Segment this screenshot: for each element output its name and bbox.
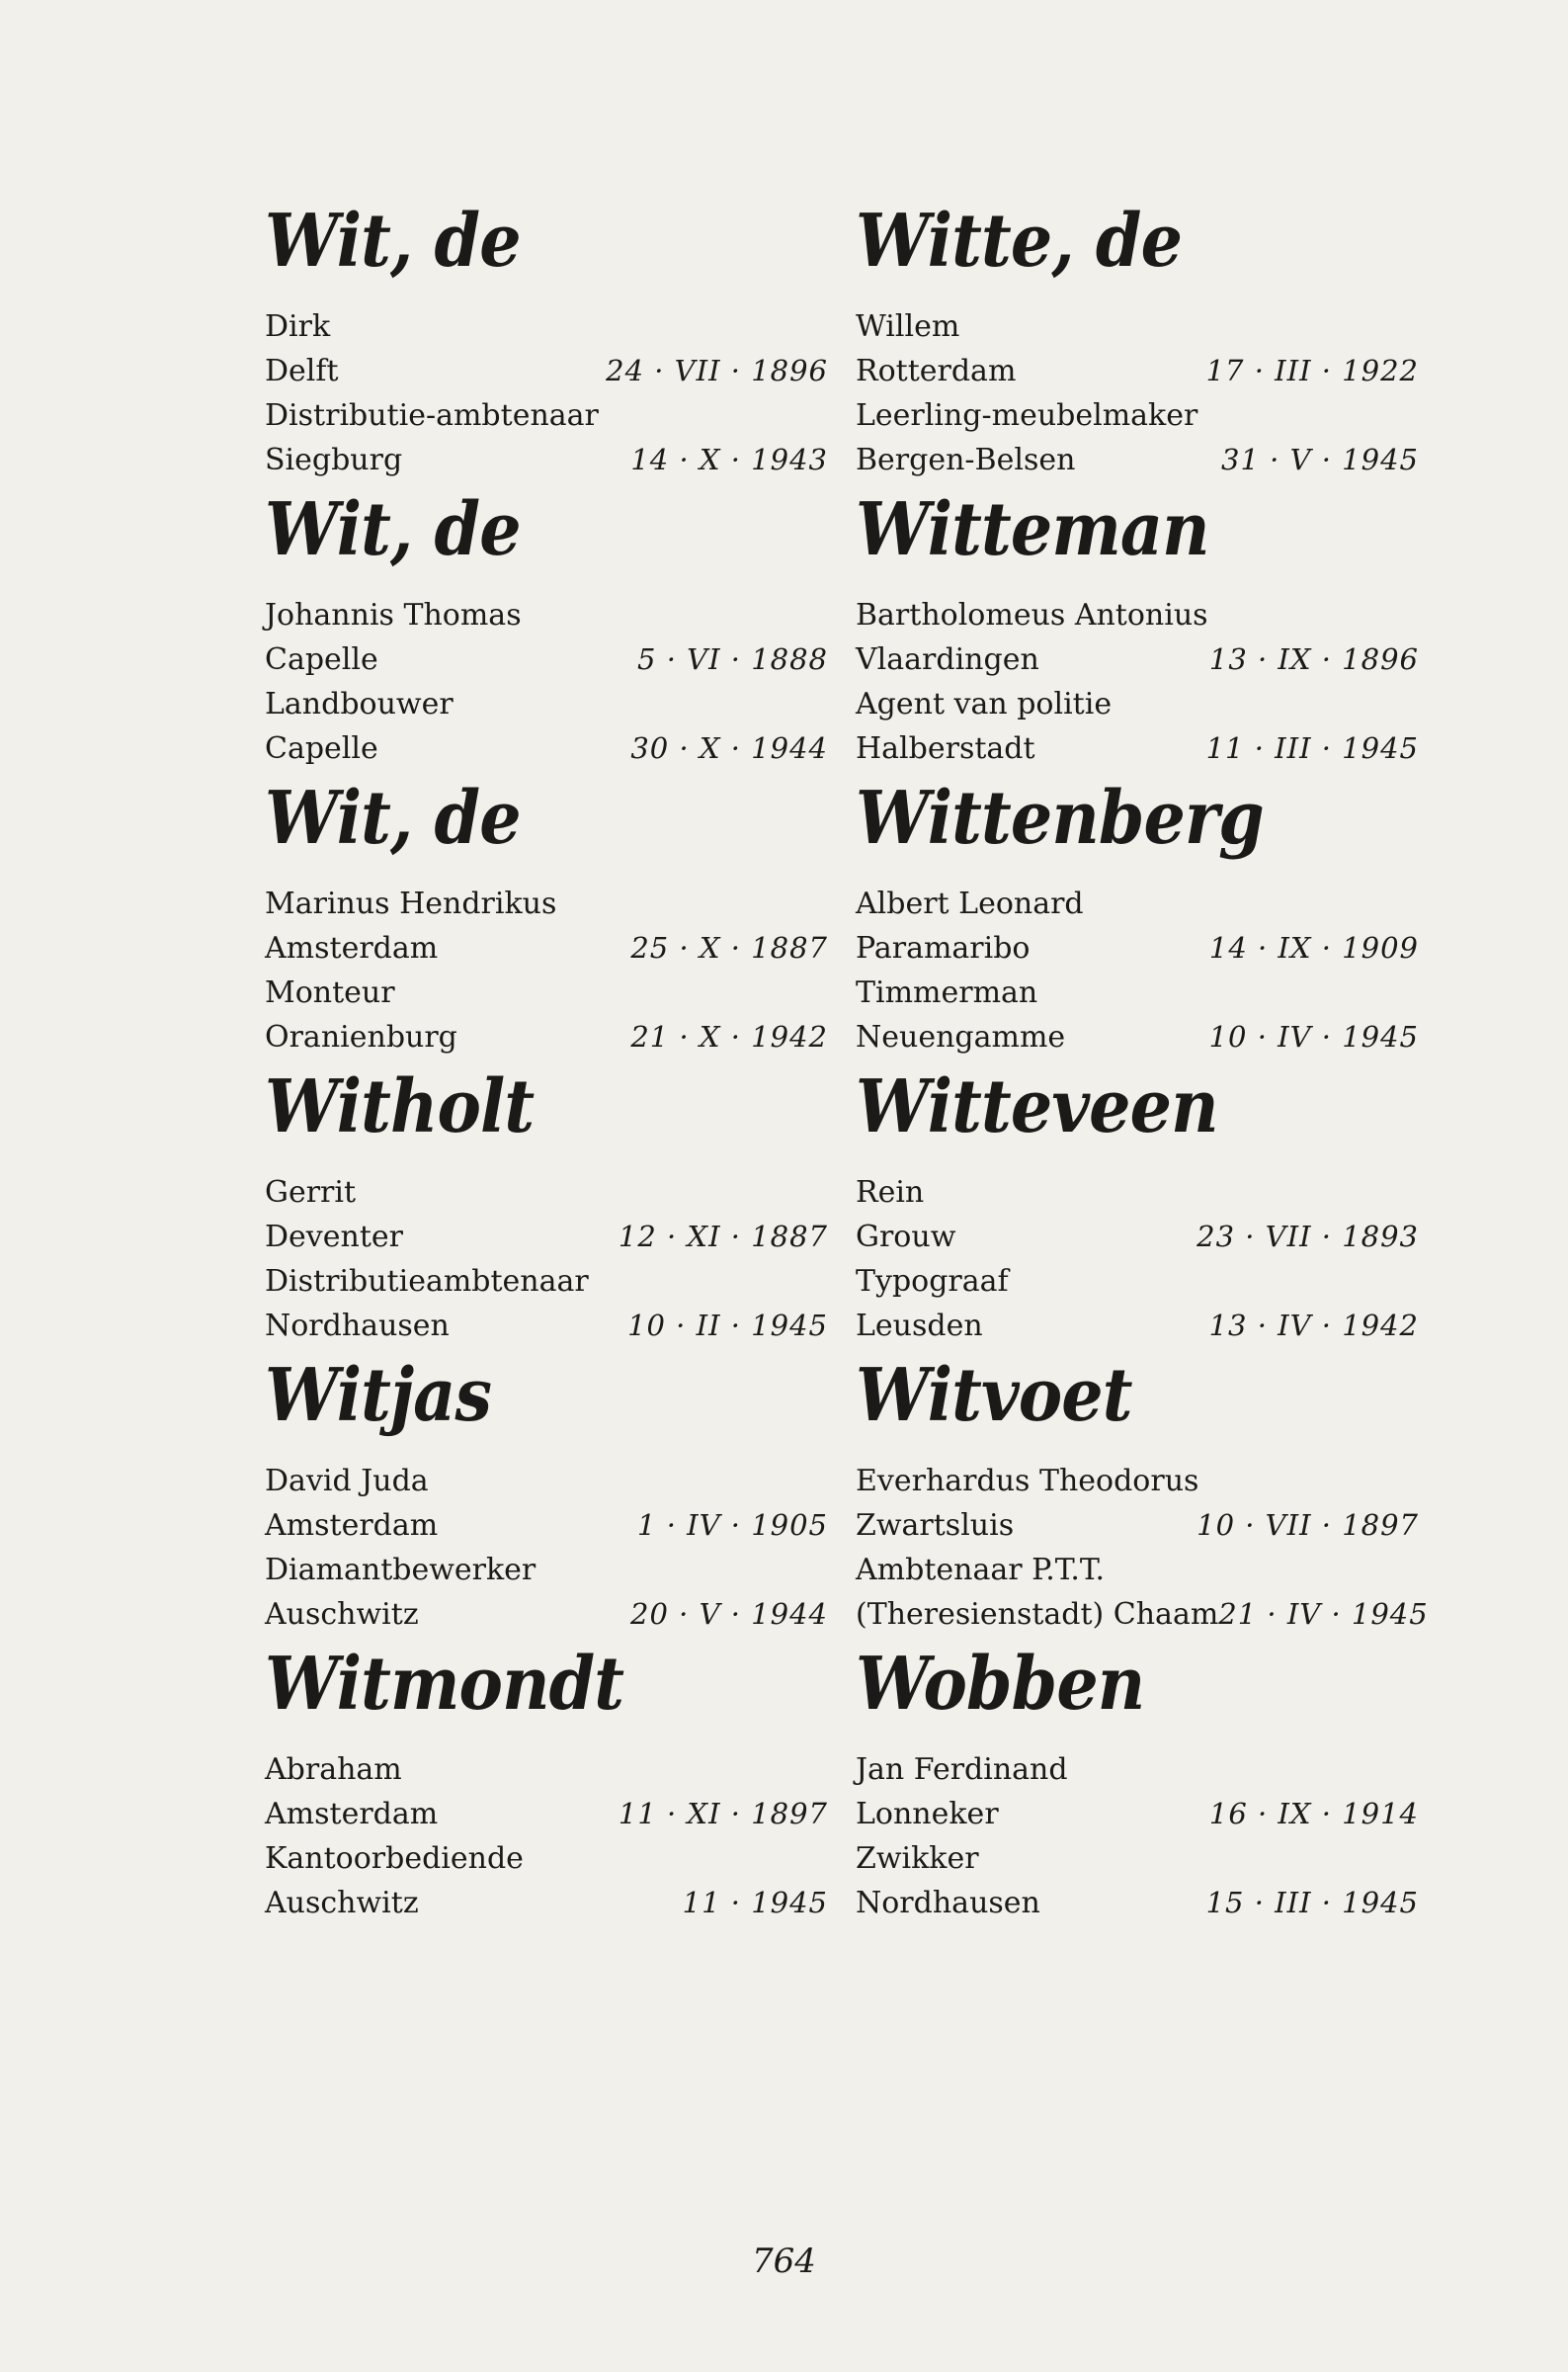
right-column <box>856 198 1429 1929</box>
given-names-line <box>265 304 828 349</box>
birthplace: Grouw <box>856 1220 956 1254</box>
occupation: Kantoorbediende <box>265 1841 524 1876</box>
given-names: Marinus Hendrikus <box>265 887 557 921</box>
surname-heading: Wit, de <box>265 199 521 284</box>
death-place: (Theresienstadt) Chaam <box>856 1597 1219 1632</box>
memorial-entry <box>265 1352 828 1641</box>
birth-date: 14 · IX · 1909 <box>1208 931 1419 965</box>
death-line <box>856 726 1419 771</box>
occupation: Ambtenaar P.T.T. <box>856 1553 1106 1587</box>
given-names: Jan Ferdinand <box>856 1752 1068 1787</box>
birth-date: 10 · VII · 1897 <box>1197 1508 1419 1542</box>
death-date: 21 · X · 1942 <box>630 1020 828 1054</box>
birth-line <box>265 1215 828 1259</box>
birth-date: 11 · XI · 1897 <box>618 1797 828 1830</box>
surname-heading: Witte, de <box>856 199 1183 284</box>
given-names: Everhardus Theodorus <box>856 1464 1199 1498</box>
death-place: Nordhausen <box>856 1886 1040 1920</box>
death-line <box>265 726 828 771</box>
surname-heading: Wit, de <box>265 776 521 861</box>
death-place: Halberstadt <box>856 731 1035 766</box>
occupation: Distributieambtenaar <box>265 1264 589 1299</box>
birth-date: 5 · VI · 1888 <box>637 642 828 676</box>
given-names: Dirk <box>265 309 331 344</box>
birth-line <box>265 637 828 682</box>
given-names-line <box>856 1747 1419 1792</box>
birth-date: 1 · IV · 1905 <box>637 1508 828 1542</box>
death-date: 11 · III · 1945 <box>1205 731 1419 765</box>
given-names-line <box>265 1459 828 1503</box>
death-date: 11 · 1945 <box>682 1886 828 1919</box>
death-line <box>856 1881 1419 1925</box>
death-date: 10 · IV · 1945 <box>1208 1020 1419 1054</box>
birth-line <box>856 637 1419 682</box>
occupation-line <box>856 1548 1419 1592</box>
memorial-entry <box>856 1352 1429 1641</box>
occupation: Timmerman <box>856 975 1038 1010</box>
given-names-line <box>856 882 1419 926</box>
occupation: Leerling-meubelmaker <box>856 398 1198 433</box>
birth-line <box>265 926 828 971</box>
occupation-line <box>265 971 828 1015</box>
given-names: Rein <box>856 1175 925 1210</box>
birth-date: 13 · IX · 1896 <box>1208 642 1419 676</box>
birth-date: 23 · VII · 1893 <box>1197 1220 1419 1253</box>
surname-heading: Witjas <box>265 1353 492 1438</box>
given-names: Johannis Thomas <box>265 598 522 633</box>
surname-heading: Wobben <box>856 1642 1145 1727</box>
occupation: Diamantbewerker <box>265 1553 536 1587</box>
given-names-line <box>265 1747 828 1792</box>
surname-heading: Wit, de <box>265 487 521 572</box>
birthplace: Amsterdam <box>265 931 439 966</box>
birth-date: 12 · XI · 1887 <box>618 1220 828 1253</box>
death-place: Oranienburg <box>265 1020 457 1055</box>
given-names-line <box>856 1459 1419 1503</box>
given-names: Albert Leonard <box>856 887 1084 921</box>
birth-line <box>265 1503 828 1548</box>
memorial-entry <box>856 1641 1419 1929</box>
birthplace: Amsterdam <box>265 1508 439 1543</box>
birth-line <box>856 349 1419 393</box>
death-line <box>265 438 828 482</box>
occupation-line <box>265 1836 828 1881</box>
death-place: Capelle <box>265 731 378 766</box>
death-date: 10 · II · 1945 <box>627 1309 828 1342</box>
occupation-line <box>265 1259 828 1304</box>
death-line <box>265 1015 828 1059</box>
memorial-entry <box>856 198 1419 486</box>
death-place: Auschwitz <box>265 1597 419 1632</box>
surname-heading: Witholt <box>265 1064 535 1149</box>
death-line <box>265 1881 828 1925</box>
given-names: Abraham <box>265 1752 402 1787</box>
death-line <box>856 438 1419 482</box>
memorial-entry <box>265 198 828 486</box>
death-date: 21 · IV · 1945 <box>1218 1597 1429 1631</box>
occupation-line <box>265 1548 828 1592</box>
surname-heading: Witmondt <box>265 1642 624 1727</box>
given-names-line <box>856 593 1419 637</box>
death-date: 30 · X · 1944 <box>630 731 828 765</box>
given-names-line <box>856 1170 1419 1215</box>
birthplace: Capelle <box>265 642 378 677</box>
birth-date: 25 · X · 1887 <box>630 931 828 965</box>
given-names: Gerrit <box>265 1175 357 1210</box>
occupation-line <box>265 682 828 726</box>
memorial-entry <box>265 775 828 1063</box>
death-date: 20 · V · 1944 <box>630 1597 828 1631</box>
birth-line <box>856 1503 1419 1548</box>
birth-line <box>265 349 828 393</box>
surname-heading: Witvoet <box>856 1353 1132 1438</box>
occupation-line <box>856 971 1419 1015</box>
given-names-line <box>265 593 828 637</box>
occupation: Monteur <box>265 975 395 1010</box>
occupation-line <box>856 1836 1419 1881</box>
birth-line <box>265 1792 828 1836</box>
death-place: Leusden <box>856 1309 983 1343</box>
birth-date: 16 · IX · 1914 <box>1208 1797 1419 1830</box>
birthplace: Amsterdam <box>265 1797 439 1831</box>
given-names-line <box>856 304 1419 349</box>
death-line <box>856 1592 1429 1637</box>
birth-line <box>856 1215 1419 1259</box>
occupation-line <box>856 1259 1419 1304</box>
death-line <box>265 1592 828 1637</box>
memorial-entry <box>856 486 1419 775</box>
birthplace: Vlaardingen <box>856 642 1039 677</box>
death-date: 13 · IV · 1942 <box>1208 1309 1419 1342</box>
death-date: 14 · X · 1943 <box>630 443 828 476</box>
occupation-line <box>856 393 1419 438</box>
given-names: Willem <box>856 309 960 344</box>
occupation-line <box>856 682 1419 726</box>
birthplace: Zwartsluis <box>856 1508 1015 1543</box>
death-place: Auschwitz <box>265 1886 419 1920</box>
birthplace: Paramaribo <box>856 931 1031 966</box>
given-names: David Juda <box>265 1464 429 1498</box>
occupation: Landbouwer <box>265 687 454 721</box>
occupation-line <box>265 393 828 438</box>
birthplace: Deventer <box>265 1220 403 1254</box>
surname-heading: Witteman <box>856 487 1209 572</box>
occupation: Distributie-ambtenaar <box>265 398 599 433</box>
birth-date: 17 · III · 1922 <box>1205 354 1419 387</box>
death-line <box>856 1015 1419 1059</box>
memorial-entry <box>265 1641 828 1929</box>
birthplace: Lonneker <box>856 1797 999 1831</box>
birth-line <box>856 926 1419 971</box>
surname-heading: Witteveen <box>856 1064 1218 1149</box>
death-place: Siegburg <box>265 443 403 477</box>
occupation: Zwikker <box>856 1841 979 1876</box>
death-place: Nordhausen <box>265 1309 450 1343</box>
surname-heading: Wittenberg <box>856 776 1264 861</box>
birthplace: Delft <box>265 354 339 388</box>
birthplace: Rotterdam <box>856 354 1017 388</box>
birth-date: 24 · VII · 1896 <box>606 354 828 387</box>
death-date: 31 · V · 1945 <box>1221 443 1419 476</box>
death-date: 15 · III · 1945 <box>1205 1886 1419 1919</box>
death-line <box>856 1304 1419 1348</box>
page-number: 764 <box>752 2242 816 2281</box>
given-names-line <box>265 1170 828 1215</box>
memorial-entry <box>856 775 1419 1063</box>
death-place: Neuengamme <box>856 1020 1066 1055</box>
given-names-line <box>265 882 828 926</box>
death-place: Bergen-Belsen <box>856 443 1076 477</box>
left-column <box>265 198 828 1929</box>
occupation: Agent van politie <box>856 687 1113 721</box>
given-names: Bartholomeus Antonius <box>856 598 1208 633</box>
memorial-entry <box>265 486 828 775</box>
death-line <box>265 1304 828 1348</box>
occupation: Typograaf <box>856 1264 1009 1299</box>
memorial-entry <box>265 1063 828 1352</box>
birth-line <box>856 1792 1419 1836</box>
memorial-entry <box>856 1063 1419 1352</box>
